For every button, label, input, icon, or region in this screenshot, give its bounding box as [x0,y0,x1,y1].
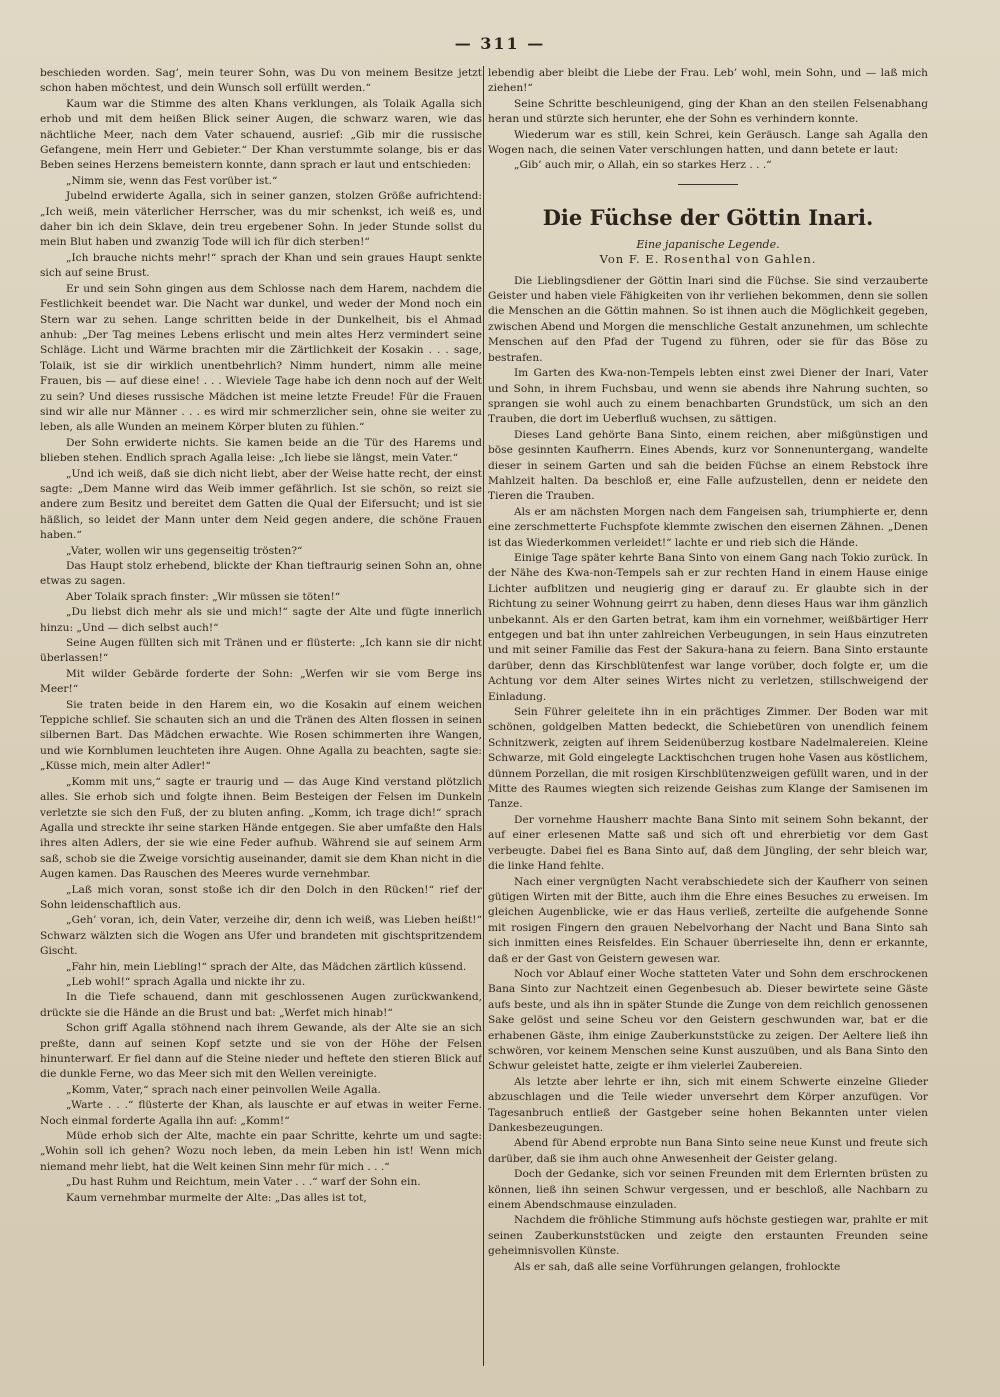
paragraph: Als letzte aber lehrte er ihn, sich mit einem Schwerte einzelne Glieder abzuschlagen und die Teile wieder unversehrt dem Körper anzufügen. Vor Tagesanbruch entließ der Gastgeber seine hohen Bekannten unter vielen Dankesbezeugungen. [488,1075,928,1134]
paragraph: „Vater, wollen wir uns gegenseitig trösten?“ [66,544,303,557]
paragraph: „Fahr hin, mein Liebling!“ sprach der Alte, das Mädchen zärtlich küssend. [66,960,467,973]
paragraph: „Und ich weiß, daß sie dich nicht liebt, aber der Weise hatte recht, der einst sagte: „Dem Manne wird das Weib immer gefährlich. Ist sie schön, so reizt sie andere zum Besitz und bereitet dem Gatten die Qual der Eifersucht; und ist sie häßlich, so leidet der Mann unter dem Neid gegen andere, die schöne Frauen haben.“ [40,467,482,542]
paragraph: Schon griff Agalla stöhnend nach ihrem Gewande, als der Alte sie an sich preßte, dann auf seinen Kopf setzte und sie von der Höhe der Felsen hinunterwarf. Er fiel dann auf die Steine nieder und heftete den stieren Blick auf die dunkle Ferne, wo das Meer sich mit den Wellen vereinigte. [40,1022,482,1081]
paragraph: Dieses Land gehörte Bana Sinto, einem reichen, aber mißgünstigen und böse gesinnten Kaufherrn. Eines Abends, kurz vor Sonnenuntergang, wandelte dieser in seinem Garten und sah die beiden Füchse an einem Rebstock ihre Mahlzeit halten. Da beschloß er, eine Falle aufzustellen, denn er neidete den Tieren die Trauben. [488,428,928,503]
paragraph: Seine Augen füllten sich mit Tränen und er flüsterte: „Ich kann sie dir nicht überlassen!“ [40,637,482,665]
left-column [40,66,482,1376]
paragraph: „Nimm sie, wenn das Fest vorüber ist.“ [66,174,278,187]
story-author: Von F. E. Rosenthal von Gahlen. [599,252,817,267]
paragraph: Seine Schritte beschleunigend, ging der Khan an den steilen Felsenabhang heran und stürzte sich herunter, ehe der Sohn es verhindern konnte. [488,97,928,126]
paragraph: „Gib’ auch mir, o Allah, ein so starkes Herz . . .“ [514,159,772,172]
paragraph: Aber Tolaik sprach finster: „Wir müssen sie töten!“ [66,590,341,603]
paragraph: Er und sein Sohn gingen aus dem Schlosse nach dem Harem, nachdem die Festlichkeit beendet war. Die Nacht war dunkel, und weder der Mond noch ein Stern war zu sehen. Lange schritten beide in der Dunkelheit, bis el Ahmad anhub: „Der Tag meines Lebens erlischt und mein altes Herz vermindert seine Schläge. Licht und Wärme brachten mir die Zärtlichkeit der Kosakin . . . sage, Tolaik, ist sie dir wirklich unentbehrlich? Nimm hundert, nimm alle meine Frauen, bis — auf diese eine! . . . Wieviele Tage habe ich denn noch auf der Welt zu sein? Und dieses russische Mädchen ist meine letzte Freude! Für die Frauen sind wir alle nur Männer . . . es wird mir schmerzlicher sein, ohne sie weiter zu leben, als alle Wunden an meinem Körper bluten zu fühlen.“ [40,282,482,434]
paragraph: „Laß mich voran, sonst stoße ich dir den Dolch in den Rücken!“ rief der Sohn leidenschaftlich aus. [40,883,482,911]
paragraph: Die Lieblingsdiener der Göttin Inari sind die Füchse. Sie sind verzauberte Geister und haben viele Fähigkeiten von ihr verliehen bekommen, denn sie sollen die Menschen an die Göttin mahnen. So ist ihnen auch die Möglichkeit gegeben, zwischen Abend und Morgen die menschliche Gestalt anzunehmen, um schlechte Menschen auf den Pfad der Tugend zu führen, oder sie für das Böse zu bestrafen. [488,274,928,364]
paragraph: In die Tiefe schauend, dann mit geschlossenen Augen zurückwankend, drückte sie die Hände an die Brust und bat: „Werfet mich hinab!“ [40,991,482,1019]
paragraph: Jubelnd erwiderte Agalla, sich in seiner ganzen, stolzen Größe aufrichtend: „Ich weiß, mein väterlicher Herrscher, was du mir schenkst, ich weiß es, und daher bin ich dein Sklave, dein treu ergebener Sohn. In jeder Stunde sollst du mein Blut haben und zwanzig Tode will ich für dich sterben!“ [40,190,482,249]
paragraph: Nachdem die fröhliche Stimmung aufs höchste gestiegen war, prahlte er mit seinen Zauberkunststücken und zeigte den erstaunten Freunden seine geheimnisvollen Künste. [488,1214,928,1258]
paragraph: Kaum war die Stimme des alten Khans verklungen, als Tolaik Agalla sich erhob und mit dem heißen Blick seiner Augen, die schwarz waren, wie das nächtliche Meer, nach dem Vater schauend, ausrief: „Gib mir die russische Gefangene, mein Herr und Gebieter.“ Der Khan verstummte solange, bis er das Beben seines Herzens bemeistern konnte, dann sprach er laut und entschieden: [40,97,482,172]
paragraph: „Geh’ voran, ich, dein Vater, verzeihe dir, denn ich weiß, was Lieben heißt!“ Schwarz wälzten sich die Wogen ans Ufer und brandeten mit gischtspritzendem Gischt. [40,914,482,958]
paragraph: Der vornehme Hausherr machte Bana Sinto mit seinem Sohn bekannt, der auf einer erlesenen Matte saß und sich oft und ehrerbietig vor dem Gast verbeugte. Dabei fiel es Bana Sinto auf, daß dem Jüngling, der sehr bleich war, die linke Hand fehlte. [488,813,928,873]
section-divider [678,184,738,185]
paragraph: „Komm mit uns,“ sagte er traurig und — das Auge Kind verstand plötzlich alles. Sie erhob sich und folgte ihnen. Beim Besteigen der Felsen im Dunkeln verletzte sie sich den Fuß, der zu bluten anfing. „Komm, ich trage dich!“ sprach Agalla und streckte ihr seine starken Hände entgegen. Sie aber umfaßte den Hals ihres alten Adlers, der sie wie eine Feder aufhub. Während sie auf seinem Arm saß, schob sie die Zweige vorsichtig auseinander, damit sie dem Khan nicht in die Augen kamen. Das Rauschen des Meeres wurde vernehmbar. [40,775,482,881]
paragraph: Wiederum war es still, kein Schrei, kein Geräusch. Lange sah Agalla den Wogen nach, die seinen Vater verschlungen hatten, und dann betete er laut: [488,128,928,157]
paragraph: „Du hast Ruhm und Reichtum, mein Vater . . .“ warf der Sohn ein. [66,1176,421,1189]
page-number: — 311 — [454,34,546,53]
paragraph: „Warte . . .“ flüsterte der Khan, als lauschte er auf etwas in weiter Ferne. Noch einmal forderte Agalla ihn auf: „Komm!“ [40,1099,482,1127]
paragraph: Mit wilder Gebärde forderte der Sohn: „Werfen wir sie vom Berge ins Meer!“ [40,667,482,696]
paragraph: Als er am nächsten Morgen nach dem Fangeisen sah, triumphierte er, denn eine zerschmetterte Fuchspfote klemmte zwischen den eisernen Zähnen. „Denen ist das Wiederkommen verleidet!“ lachte er und rieb sich die Hände. [488,505,928,549]
paragraph: Der Sohn erwiderte nichts. Sie kamen beide an die Tür des Harems und blieben stehen. Endlich sprach Agalla leise: „Ich liebe sie längst, mein Vater.“ [40,436,482,465]
khan-story-conclusion [488,66,928,174]
paragraph: Noch vor Ablauf einer Woche statteten Vater und Sohn dem erschrockenen Bana Sinto zur Nachtzeit einen Gegenbesuch ab. Dieser bewirtete seine Gäste aufs beste, und als ihn in später Stunde die Zunge von dem reichlich genossenen Sake gelöst und seine Scheu vor den Geistern geschwunden war, bat er die erhabenen Gäste, ihm einige Zauberkunststücke zu zeigen. Der Aeltere ließ ihn schwören, vor keinem Menschen seine Kunst auszuüben, und als Bana Sinto den Schwur geleistet hatte, zeigte er ihm vielerlei Zaubereien. [488,967,928,1073]
paragraph: Als er sah, daß alle seine Vorführungen gelangen, frohlockte [514,1260,841,1273]
paragraph: Nach einer vergnügten Nacht verabschiedete sich der Kaufherr von seinen gütigen Wirten mit der Bitte, auch ihm die Ehre eines Besuches zu erweisen. Im gleichen Augenblicke, wie er das Haus verließ, zerteilte die aufgehende Sonne mit rosigen Fingern den grauen Nebelvorhang der Nacht und Bana Sinto sah sich inmitten eines Reisfeldes. Ein Schauer überrieselte ihn, denn er erkannte, daß er der Gast von Geistern gewesen war. [488,875,928,965]
paragraph: „Leb wohl!“ sprach Agalla und nickte ihr zu. [66,975,306,988]
paragraph: Einige Tage später kehrte Bana Sinto von einem Gang nach Tokio zurück. In der Nähe des Kwa-non-Tempels sah er zur rechten Hand in einem Hause einige Lichter aufblitzen und neugierig ging er darauf zu. Er glaubte sich in der Richtung zu seiner Wohnung geirrt zu haben, denn dieses Haus war ihm gänzlich unbekannt. Als er den Garten betrat, kam ihm ein vornehmer, weißbärtiger Herr entgegen und bat ihn unter zahlreichen Verbeugungen, in sein Haus einzutreten und mit seiner Familie das Fest der Sakura-hana zu feiern. Bana Sinto erstaunte darüber, denn das Kirschblütenfest war lange vorüber, doch folgte er, um die Achtung vor dem Alter seines Wirtes nicht zu verletzen, stillschweigend der Einladung. [488,551,928,703]
right-column [488,66,928,1376]
paragraph: Doch der Gedanke, sich vor seinen Freunden mit dem Erlernten brüsten zu können, ließ ihn seinen Schwur vergessen, und er beschloß, alle Nachbarn zu einem Abendschmause einzuladen. [488,1168,928,1212]
paragraph: lebendig aber bleibt die Liebe der Frau. Leb’ wohl, mein Sohn, und — laß mich ziehen!“ [488,67,928,95]
paragraph: „Komm, Vater,“ sprach nach einer peinvollen Weile Agalla. [66,1083,381,1096]
paragraph: „Du liebst dich mehr als sie und mich!“ sagte der Alte und fügte innerlich hinzu: „Und — dich selbst auch!“ [40,606,482,634]
paragraph: Kaum vernehmbar murmelte der Alte: „Das alles ist tot, [66,1191,367,1204]
paragraph: Sie traten beide in den Harem ein, wo die Kosakin auf einem weichen Teppiche schlief. Sie schauten sich an und die Tränen des Alten flossen in seinen silbernen Bart. Das Mädchen erwachte. Wie Rosen schimmerten ihre Wangen, und wie Kornblumen leuchteten ihre Augen. Ohne Agalla zu beachten, sagte sie: „Küsse mich, mein alter Adler!“ [40,698,482,773]
paragraph: „Ich brauche nichts mehr!“ sprach der Khan und sein graues Haupt senkte sich auf seine Brust. [40,251,482,280]
paragraph: Im Garten des Kwa-non-Tempels lebten einst zwei Diener der Inari, Vater und Sohn, in ihrem Fuchsbau, und wenn sie abends ihre Nahrung suchten, so sprangen sie wohl auch zu einem benachbarten Grundstück, um sich an den Trauben, die dort im Ueberfluß wuchsen, zu sättigen. [488,367,928,426]
paragraph: Müde erhob sich der Alte, machte ein paar Schritte, kehrte um und sagte: „Wohin soll ich gehen? Wozu noch leben, da mein Leben hin ist! Wenn mich niemand mehr liebt, hat die Welt keinen Sinn mehr für mich . . .“ [40,1130,482,1173]
column-divider [483,66,484,1366]
paragraph: Abend für Abend erprobte nun Bana Sinto seine neue Kunst und freute sich darüber, daß sie ihm auch ohne Anwesenheit der Geister gelang. [488,1137,928,1165]
story-subtitle: Eine japanische Legende. [636,237,780,251]
story-title: Die Füchse der Göttin Inari. [542,204,874,230]
fox-story-body [488,274,928,1275]
paragraph: beschieden worden. Sag’, mein teurer Sohn, was Du von meinem Besitze jetzt schon haben möchtest, und dein Wunsch soll erfüllt werden.“ [40,67,482,95]
paragraph: Das Haupt stolz erhebend, blickte der Khan tieftraurig seinen Sohn an, ohne etwas zu sagen. [40,560,482,588]
paragraph: Sein Führer geleitete ihn in ein prächtiges Zimmer. Der Boden war mit schönen, goldgelben Matten bedeckt, die Schiebetüren von unendlich feinem Schnitzwerk, zeigten auf ihrem Seidenüberzug kostbare Nadelmalereien. Kleine Schwarze, mit Gold eingelegte Lacktischchen trugen hohe Vasen aus köstlichem, dünnem Porzellan, die mit rosigen Kirschblütenzweigen gefüllt waren, und in der Mitte des Raumes wiegten sich reizende Geishas zum Klange der Samisenen im Tanze. [488,706,928,811]
